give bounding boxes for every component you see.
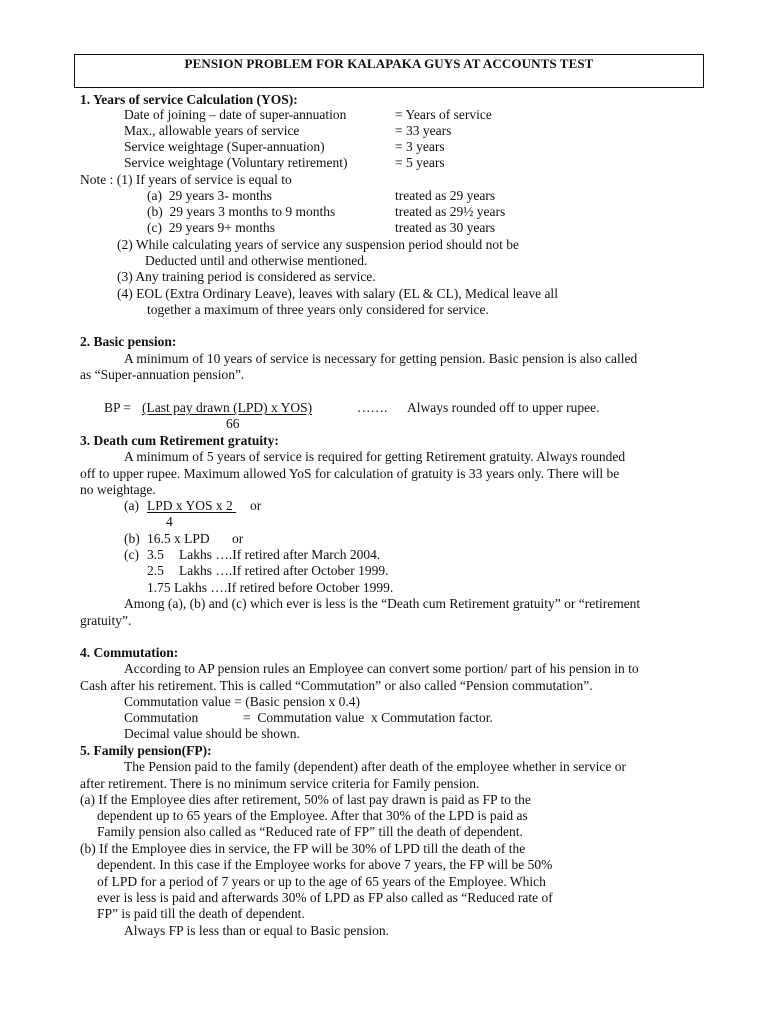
slab-amount: 3.5 — [147, 547, 164, 562]
note-4-line-2: together a maximum of three years only considered for service. — [147, 302, 489, 317]
page-title: PENSION PROBLEM FOR KALAPAKA GUYS AT ACCOUNTS TEST — [184, 56, 594, 71]
conclusion-line: gratuity”. — [80, 613, 132, 628]
case-b-line: FP” is paid till the death of dependent. — [97, 906, 305, 921]
note-intro: Note : (1) If years of service is equal to — [80, 172, 292, 187]
case-value: treated as 29½ years — [395, 204, 506, 219]
option-a-connector: or — [250, 498, 262, 513]
option-b-text: 16.5 x LPD — [147, 531, 210, 546]
option-b-connector: or — [232, 531, 244, 546]
case-b-line: ever is less is paid and afterwards 30% of LPD as FP also called as “Reduced rate of — [97, 890, 553, 905]
option-a-numerator: LPD x YOS x 2 — [147, 498, 237, 513]
commutation-formula-rhs: = Commutation value x Commutation factor. — [243, 710, 493, 725]
case-b-line: dependent. In this case if the Employee works for above 7 years, the FP will be 50% — [97, 857, 553, 872]
section-1-heading: 1. Years of service Calculation (YOS): — [80, 92, 298, 107]
formula-lhs: BP = — [104, 400, 131, 415]
paragraph-line: A minimum of 5 years of service is required for getting Retirement gratuity. Always rounded — [124, 449, 626, 464]
paragraph-line: The Pension paid to the family (dependent) after death of the employee whether in service or — [124, 759, 626, 774]
paragraph-line: Cash after his retirement. This is called “Commutation” or also called “Pension commutation”. — [80, 678, 593, 693]
paragraph-line: as “Super-annuation pension”. — [80, 367, 245, 382]
slab-amount: 2.5 — [147, 563, 164, 578]
formula-dots: ……. — [357, 400, 388, 415]
yos-row-label: Date of joining – date of super-annuation — [124, 107, 347, 122]
yos-row-value: = 33 years — [395, 123, 452, 138]
case-label: (a) 29 years 3- months — [147, 188, 272, 203]
case-a-line: dependent up to 65 years of the Employee. After that 30% of the LPD is paid as — [97, 808, 528, 823]
section-4-heading: 4. Commutation: — [80, 645, 179, 660]
case-value: treated as 30 years — [395, 220, 496, 235]
option-b-marker: (b) — [124, 531, 140, 546]
note-2-line-2: Deducted until and otherwise mentioned. — [145, 253, 368, 268]
commutation-value-formula: Commutation value = (Basic pension x 0.4) — [124, 694, 360, 709]
yos-row-label: Service weightage (Super-annuation) — [124, 139, 325, 154]
slab-text: Lakhs ….If retired before October 1999. — [174, 580, 394, 595]
note-4-line-1: (4) EOL (Extra Ordinary Leave), leaves with salary (EL & CL), Medical leave all — [117, 286, 558, 301]
note-3: (3) Any training period is considered as service. — [117, 269, 376, 284]
section-2-heading: 2. Basic pension: — [80, 334, 177, 349]
conclusion-line: Among (a), (b) and (c) which ever is less is the “Death cum Retirement gratuity” or “retirement — [124, 596, 641, 611]
section-3-heading: 3. Death cum Retirement gratuity: — [80, 433, 279, 448]
yos-row-label: Service weightage (Voluntary retirement) — [124, 155, 348, 170]
formula-note: Always rounded off to upper rupee. — [407, 400, 600, 415]
note-2-line-1: (2) While calculating years of service any suspension period should not be — [117, 237, 520, 252]
case-label: (c) 29 years 9+ months — [147, 220, 275, 235]
paragraph-line: no weightage. — [80, 482, 156, 497]
title-box — [74, 54, 704, 88]
case-a-line: Family pension also called as “Reduced rate of FP” till the death of dependent. — [97, 824, 523, 839]
yos-row-value: = 5 years — [395, 155, 445, 170]
yos-row-value: = Years of service — [395, 107, 492, 122]
option-a-denominator: 4 — [166, 514, 173, 529]
yos-row-value: = 3 years — [395, 139, 445, 154]
case-b-line: (b) If the Employee dies in service, the FP will be 30% of LPD till the death of the — [80, 841, 526, 856]
paragraph-line: According to AP pension rules an Employee can convert some portion/ part of his pension in to — [124, 661, 639, 676]
case-label: (b) 29 years 3 months to 9 months — [147, 204, 336, 219]
option-c-marker: (c) — [124, 547, 139, 562]
case-value: treated as 29 years — [395, 188, 496, 203]
slab-text: Lakhs ….If retired after March 2004. — [179, 547, 381, 562]
option-a-marker: (a) — [124, 498, 139, 513]
closing-line: Always FP is less than or equal to Basic pension. — [124, 923, 389, 938]
slab-text: Lakhs ….If retired after October 1999. — [179, 563, 389, 578]
section-5-heading: 5. Family pension(FP): — [80, 743, 212, 758]
case-b-line: of LPD for a period of 7 years or up to the age of 65 years of the Employee. Which — [97, 874, 546, 889]
formula-numerator: (Last pay drawn (LPD) x YOS) — [142, 400, 313, 415]
commutation-note: Decimal value should be shown. — [124, 726, 300, 741]
paragraph-line: A minimum of 10 years of service is necessary for getting pension. Basic pension is also called — [124, 351, 638, 366]
case-a-line: (a) If the Employee dies after retirement, 50% of last pay drawn is paid as FP to the — [80, 792, 531, 807]
formula-denominator: 66 — [226, 416, 240, 431]
slab-amount: 1.75 — [147, 580, 171, 595]
paragraph-line: after retirement. There is no minimum service criteria for Family pension. — [80, 776, 480, 791]
yos-row-label: Max., allowable years of service — [124, 123, 300, 138]
commutation-formula-label: Commutation — [124, 710, 199, 725]
paragraph-line: off to upper rupee. Maximum allowed YoS for calculation of gratuity is 33 years only. There will be — [80, 466, 620, 481]
